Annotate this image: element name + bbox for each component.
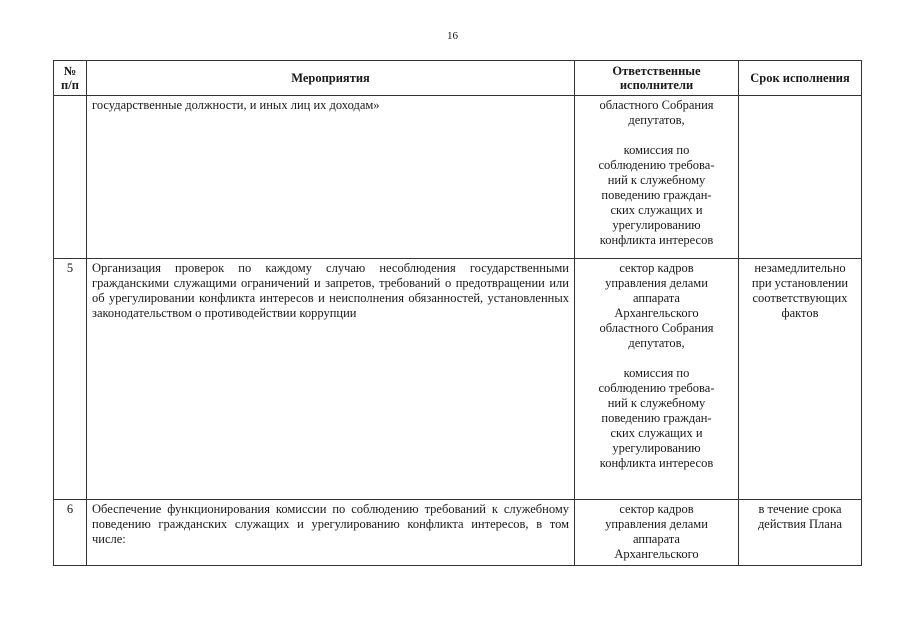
activity-cell: Обеспечение функционирования комиссии по соблюдению требований к служебному поведению гражданских служащих и урегулированию конфликта интересов, в том числе: [87,500,575,566]
header-activities: Мероприятия [87,61,575,96]
responsible-cell [575,96,739,259]
header-num: № п/п [54,61,87,96]
responsible-line: управления делами [605,276,708,290]
activity-cell: государственные должности, и иных лиц их доходам» [87,96,575,259]
deadline-line: соответствующих [752,291,848,305]
responsible-line: депутатов, [628,336,685,350]
responsible-line: Архангельского [614,306,699,320]
responsible-line: поведению граждан- [601,188,712,202]
responsible-line: ских служащих и [610,203,703,217]
responsible-line: аппарата [633,532,680,546]
responsible-cell [575,259,739,500]
header-deadline: Срок исполнения [739,61,862,96]
page-number: 16 [447,30,458,42]
responsible-line: поведению граждан- [601,411,712,425]
responsible-line: областного Собрания [599,98,714,112]
responsible-line: сектор кадров [619,261,694,275]
responsible-line: урегулированию [612,441,701,455]
activity-cell: Организация проверок по каждому случаю несоблюдения государственными гражданскими служащими ограничений и запретов, требований о предотвращении или об урегулировании конфликта интересов и неисполнения обязанностей, установленных законодательством о противодействии коррупции [87,259,575,500]
deadline-cell [739,500,862,566]
responsible-line: сектор кадров [619,502,694,516]
responsible-line: конфликта интересов [599,456,714,470]
responsible-cell [575,500,739,566]
responsible-line: ний к служебному [607,173,706,187]
deadline-line: незамедлительно [754,261,846,275]
deadline-line: действия Плана [757,517,843,531]
responsible-line: комиссия по [623,366,690,380]
table-row [54,259,862,500]
deadline-line: при установлении [751,276,849,290]
responsible-line: конфликта интересов [599,233,714,247]
deadline-cell [739,96,862,259]
responsible-line: ских служащих и [610,426,703,440]
responsible-line: управления делами [605,517,708,531]
deadline-cell [739,259,862,500]
plan-table [53,60,862,566]
responsible-line: депутатов, [628,113,685,127]
header-responsible: Ответственные исполнители [575,61,739,96]
responsible-line: урегулированию [612,218,701,232]
table-header-row [54,61,862,96]
responsible-line: комиссия по [623,143,690,157]
table-row [54,96,862,259]
row-number: 5 [54,259,87,500]
responsible-line: областного Собрания [599,321,714,335]
table-row [54,500,862,566]
responsible-line: соблюдению требова- [598,158,715,172]
responsible-line: соблюдению требова- [598,381,715,395]
responsible-line: аппарата [633,291,680,305]
responsible-line: ний к служебному [607,396,706,410]
deadline-line: в течение срока [758,502,842,516]
row-number [54,96,87,259]
row-number: 6 [54,500,87,566]
responsible-line: Архангельского [614,547,699,561]
deadline-line: фактов [781,306,819,320]
